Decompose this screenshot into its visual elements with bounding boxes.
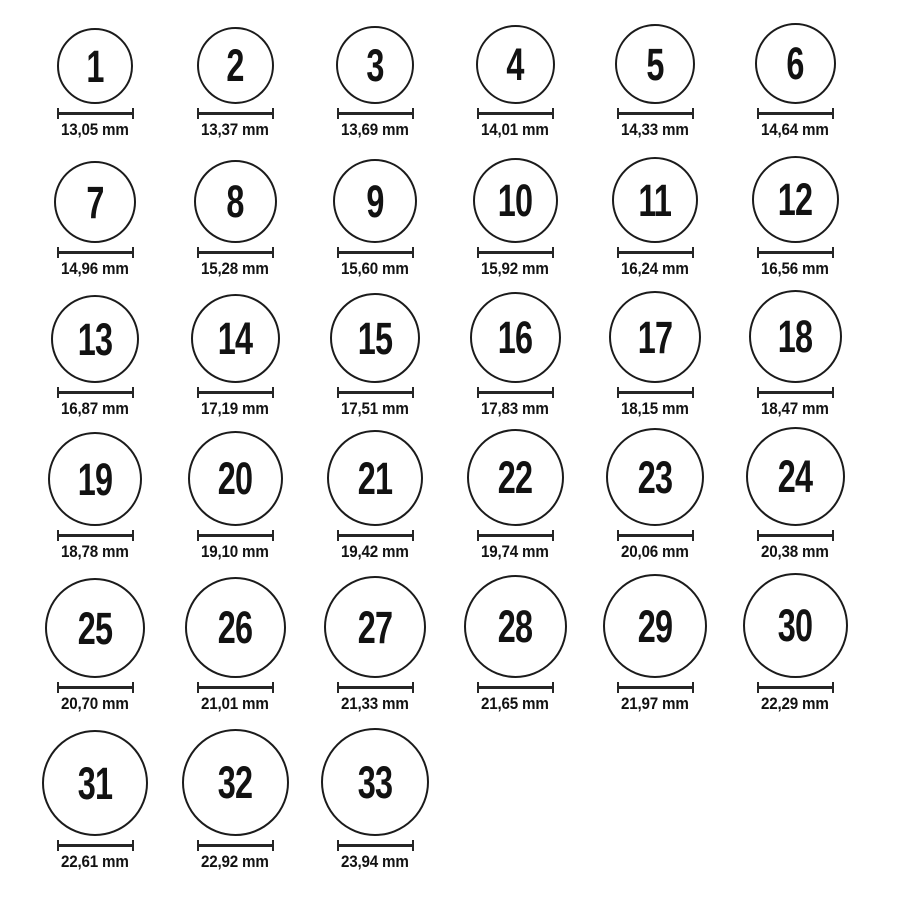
ruler-icon [477,108,554,119]
ring-size-number: 21 [357,452,393,504]
ring-circle [330,293,420,383]
ruler-icon [337,682,414,693]
ring-size-item [165,294,305,418]
ring-circle [333,159,417,243]
ring-circle [197,27,274,104]
diameter-label: 15,28 mm [201,260,269,278]
diameter-label: 13,05 mm [61,121,129,139]
ring-circle [191,294,280,383]
ruler-icon [57,108,134,119]
ruler-icon [57,530,134,541]
diameter-label: 13,37 mm [201,121,269,139]
ring-circle [42,730,148,836]
ring-size-number: 4 [506,39,524,90]
diameter-label: 22,92 mm [201,853,269,871]
ring-size-item [305,293,445,418]
ruler-icon [197,247,274,258]
ring-size-number: 10 [497,175,533,226]
ring-size-item [725,156,865,278]
ring-circle [51,295,139,383]
ruler-icon [757,387,834,398]
ring-size-item [165,27,305,139]
ring-size-number: 16 [497,312,533,363]
diameter-label: 21,33 mm [341,695,409,713]
ruler-icon [197,682,274,693]
ring-size-number: 22 [497,452,533,503]
diameter-label: 14,01 mm [481,121,549,139]
ruler-icon [757,530,834,541]
ring-circle [188,431,283,526]
diameter-label: 15,92 mm [481,260,549,278]
ring-size-item [445,429,585,561]
ruler-icon [477,387,554,398]
ruler-icon [197,840,274,851]
ring-circle [336,26,414,104]
ring-circle [185,577,286,678]
ring-size-number: 23 [637,451,673,503]
ruler-icon [477,682,554,693]
diameter-label: 14,96 mm [61,260,129,278]
diameter-label: 22,61 mm [61,853,129,871]
ring-size-number: 11 [638,174,672,226]
ring-size-item [585,157,725,278]
diameter-label: 16,87 mm [61,400,129,418]
diameter-label: 16,56 mm [761,260,829,278]
ring-circle [48,432,142,526]
ruler-icon [337,387,414,398]
ruler-icon [197,108,274,119]
ruler-icon [57,247,134,258]
ruler-icon [337,108,414,119]
ring-size-number: 8 [226,176,244,227]
ring-circle [327,430,423,526]
ring-size-item [725,427,865,561]
ring-size-number: 33 [357,756,393,808]
ring-size-item [25,295,165,418]
ring-size-number: 17 [637,311,673,363]
ring-circle [467,429,564,526]
diameter-label: 17,83 mm [481,400,549,418]
diameter-label: 17,51 mm [341,400,409,418]
ring-circle [749,290,842,383]
ring-size-number: 29 [637,600,673,652]
ring-size-item [305,430,445,561]
ruler-icon [477,530,554,541]
ring-size-number: 30 [777,600,813,651]
ring-size-item [305,159,445,278]
diameter-label: 21,97 mm [621,695,689,713]
ring-circle [182,729,289,836]
ring-size-item [585,574,725,713]
ring-size-number: 25 [77,602,113,654]
diameter-label: 21,01 mm [201,695,269,713]
ring-size-item [445,292,585,418]
chart-row [25,139,900,278]
ring-size-item [445,25,585,139]
ring-size-number: 3 [366,39,384,91]
diameter-label: 19,10 mm [201,543,269,561]
ring-circle [743,573,848,678]
ring-size-item [725,573,865,713]
ruler-icon [617,108,694,119]
diameter-label: 15,60 mm [341,260,409,278]
ring-size-number: 5 [646,38,664,90]
diameter-label: 14,64 mm [761,121,829,139]
ring-circle [615,24,695,104]
ring-size-number: 20 [217,453,253,504]
diameter-label: 18,78 mm [61,543,129,561]
diameter-label: 20,06 mm [621,543,689,561]
ring-circle [609,291,701,383]
diameter-label: 18,47 mm [761,400,829,418]
ring-circle [606,428,704,526]
ruler-icon [197,530,274,541]
ring-size-number: 32 [217,757,253,808]
ring-size-number: 31 [77,757,113,809]
ring-size-item [585,24,725,139]
ruler-icon [757,247,834,258]
ring-size-item [445,158,585,278]
ring-size-item [305,728,445,871]
ring-size-item [165,160,305,278]
ruler-icon [57,840,134,851]
ring-circle [54,161,136,243]
diameter-label: 19,74 mm [481,543,549,561]
diameter-label: 21,65 mm [481,695,549,713]
ring-size-item [165,577,305,713]
ring-circle [752,156,839,243]
ring-size-number: 13 [77,313,113,365]
ring-size-number: 12 [777,174,813,225]
chart-row [25,278,900,418]
ring-size-item [305,576,445,713]
ruler-icon [617,387,694,398]
ring-size-number: 9 [366,175,384,227]
ruler-icon [57,387,134,398]
ring-circle [603,574,707,678]
ring-size-number: 26 [217,602,253,653]
diameter-label: 23,94 mm [341,853,409,871]
diameter-label: 20,38 mm [761,543,829,561]
ring-size-number: 7 [86,176,104,228]
ring-circle [746,427,845,526]
ring-size-item [725,23,865,139]
ring-size-item [305,26,445,139]
chart-row [25,713,900,871]
diameter-label: 19,42 mm [341,543,409,561]
diameter-label: 17,19 mm [201,400,269,418]
ring-circle [470,292,561,383]
ring-size-number: 1 [86,40,104,92]
ring-size-number: 28 [497,601,533,652]
ring-size-item [25,578,165,713]
diameter-label: 22,29 mm [761,695,829,713]
ring-size-number: 18 [777,311,813,362]
ring-size-number: 6 [786,38,804,89]
ring-size-number: 14 [217,313,253,364]
diameter-label: 13,69 mm [341,121,409,139]
ring-size-item [25,730,165,871]
ring-size-number: 24 [777,451,813,502]
ring-size-item [25,432,165,561]
ruler-icon [617,682,694,693]
ring-circle [473,158,558,243]
ring-circle [476,25,555,104]
ring-size-number: 2 [226,40,244,91]
ruler-icon [757,682,834,693]
ring-circle [324,576,426,678]
ring-size-number: 15 [357,312,393,364]
ruler-icon [337,530,414,541]
ring-circle [612,157,698,243]
diameter-label: 20,70 mm [61,695,129,713]
ruler-icon [617,247,694,258]
ruler-icon [757,108,834,119]
chart-row [25,0,900,139]
ruler-icon [477,247,554,258]
ring-size-number: 27 [357,601,393,653]
ruler-icon [337,247,414,258]
diameter-label: 18,15 mm [621,400,689,418]
ring-circle [321,728,429,836]
ring-circle [57,28,133,104]
ruler-icon [617,530,694,541]
ruler-icon [337,840,414,851]
chart-row [25,561,900,713]
diameter-label: 14,33 mm [621,121,689,139]
ring-circle [755,23,836,104]
ring-size-item [585,428,725,561]
ring-size-item [725,290,865,418]
ring-size-number: 19 [77,453,113,505]
ruler-icon [57,682,134,693]
ring-size-item [585,291,725,418]
ring-circle [194,160,277,243]
ruler-icon [197,387,274,398]
diameter-label: 16,24 mm [621,260,689,278]
ring-size-item [25,161,165,278]
ring-size-item [25,28,165,139]
chart-row [25,418,900,561]
ring-circle [45,578,145,678]
ring-size-item [165,431,305,561]
ring-circle [464,575,567,678]
ring-size-item [165,729,305,871]
ring-size-item [445,575,585,713]
